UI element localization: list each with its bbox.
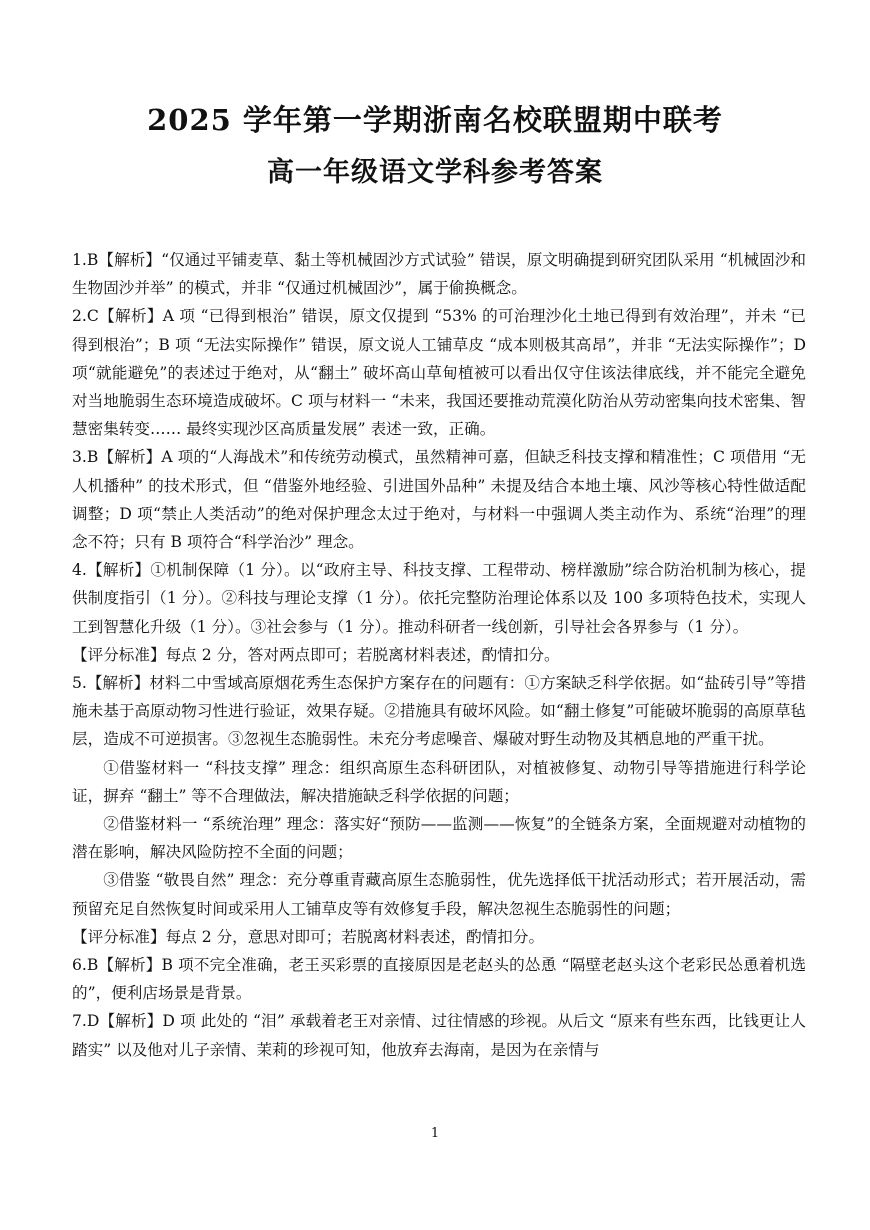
answer-q3: 3.B【解析】A 项的“人海战术”和传统劳动模式，虽然精神可嘉，但缺乏科技支撑和精准性；C 项借用 “无人机播种” 的技术形式，但 “借鉴外地经验、引进国外品种” 未提及结合本地土壤、风沙等核心特性做适配调整；D 项“禁止人类活动”的绝对保护理念太过于绝对，与材料一中强调人类主动作为、系统“治理”的理念不符；只有 B 项符合“科学治沙” 理念。 xyxy=(72,448,806,552)
page-number: 1 xyxy=(430,1126,440,1141)
scoring-criteria-q5: 【评分标准】每点 2 分，意思对即可；若脱离材料表述，酌情扣分。 xyxy=(72,927,545,946)
answer-q5-point-1: ①借鉴材料一 “科技支撑” 理念：组织高原生态科研团队，对植被修复、动物引导等措施进行科学论证，摒弃 “翻土” 等不合理做法，解决措施缺乏科学依据的问题； xyxy=(72,758,806,805)
answer-q2: 2.C【解析】A 项 “已得到根治” 错误，原文仅提到 “53% 的可治理沙化土地已得到有效治理”，并未 “已得到根治”；B 项 “无法实际操作” 错误，原文说人工铺草皮 “成本则极其高昂”，并非 “无法实际操作”；D 项“就能避免”的表述过于绝对，从“翻土” 破坏高山草甸植被可以看出仅守住该法律底线，并不能完全避免对当地脆弱生态环境造成破坏。C 项与材料一 “未来，我国还要推动荒漠化防治从劳动密集向技术密集、智慧密集转变…… 最终实现沙区高质量发展” 表述一致，正确。 xyxy=(72,307,806,439)
answer-q1: 1.B【解析】“仅通过平铺麦草、黏土等机械固沙方式试验” 错误，原文明确提到研究团队采用 “机械固沙和生物固沙并举” 的模式，并非 “仅通过机械固沙”，属于偷换概念。 xyxy=(72,251,806,298)
answer-q5: 5.【解析】材料二中雪域高原烟花秀生态保护方案存在的问题有：①方案缺乏科学依据。如“盐砖引导”等措施未基于高原动物习性进行验证，效果存疑。②措施具有破坏风险。如“翻土修复”可能破坏脆弱的高原草毡层，造成不可逆损害。③忽视生态脆弱性。未充分考虑噪音、爆破对野生动物及其栖息地的严重干扰。 xyxy=(72,674,806,749)
answer-q6: 6.B【解析】B 项不完全准确，老王买彩票的直接原因是老赵头的怂恿 “隔壁老赵头这个老彩民怂恿着机选的”，便利店场景是背景。 xyxy=(72,956,806,1003)
page-subtitle: 高一年级语文学科参考答案 xyxy=(267,157,603,188)
answer-q5-point-2: ②借鉴材料一 “系统治理” 理念：落实好“预防——监测——恢复”的全链条方案，全面规避对动植物的潜在影响，解决风险防控不全面的问题； xyxy=(72,815,806,862)
answer-body xyxy=(72,246,806,1064)
answer-q4: 4.【解析】①机制保障（1 分）。以“政府主导、科技支撑、工程带动、榜样激励”综合防治机制为核心，提供制度指引（1 分）。②科技与理论支撑（1 分）。依托完整防治理论体系以及 100 多项特色技术，实现人工到智慧化升级（1 分）。③社会参与（1 分）。推动科研者一线创新，引导社会各界参与（1 分）。 xyxy=(72,561,806,636)
answer-q7: 7.D【解析】D 项 此处的 “泪” 承载着老王对亲情、过往情感的珍视。从后文 “原来有些东西，比钱更让人踏实” 以及他对儿子亲情、茉莉的珍视可知，他放弃去海南，是因为在亲情与 xyxy=(72,1012,806,1059)
page-title: 2025 学年第一学期浙南名校联盟期中联考 xyxy=(147,103,723,137)
scoring-criteria-q4: 【评分标准】每点 2 分，答对两点即可；若脱离材料表述，酌情扣分。 xyxy=(72,645,560,664)
answer-q5-point-3: ③借鉴 “敬畏自然” 理念：充分尊重青藏高原生态脆弱性，优先选择低干扰活动形式；若开展活动，需预留充足自然恢复时间或采用人工铺草皮等有效修复手段，解决忽视生态脆弱性的问题； xyxy=(72,871,806,918)
